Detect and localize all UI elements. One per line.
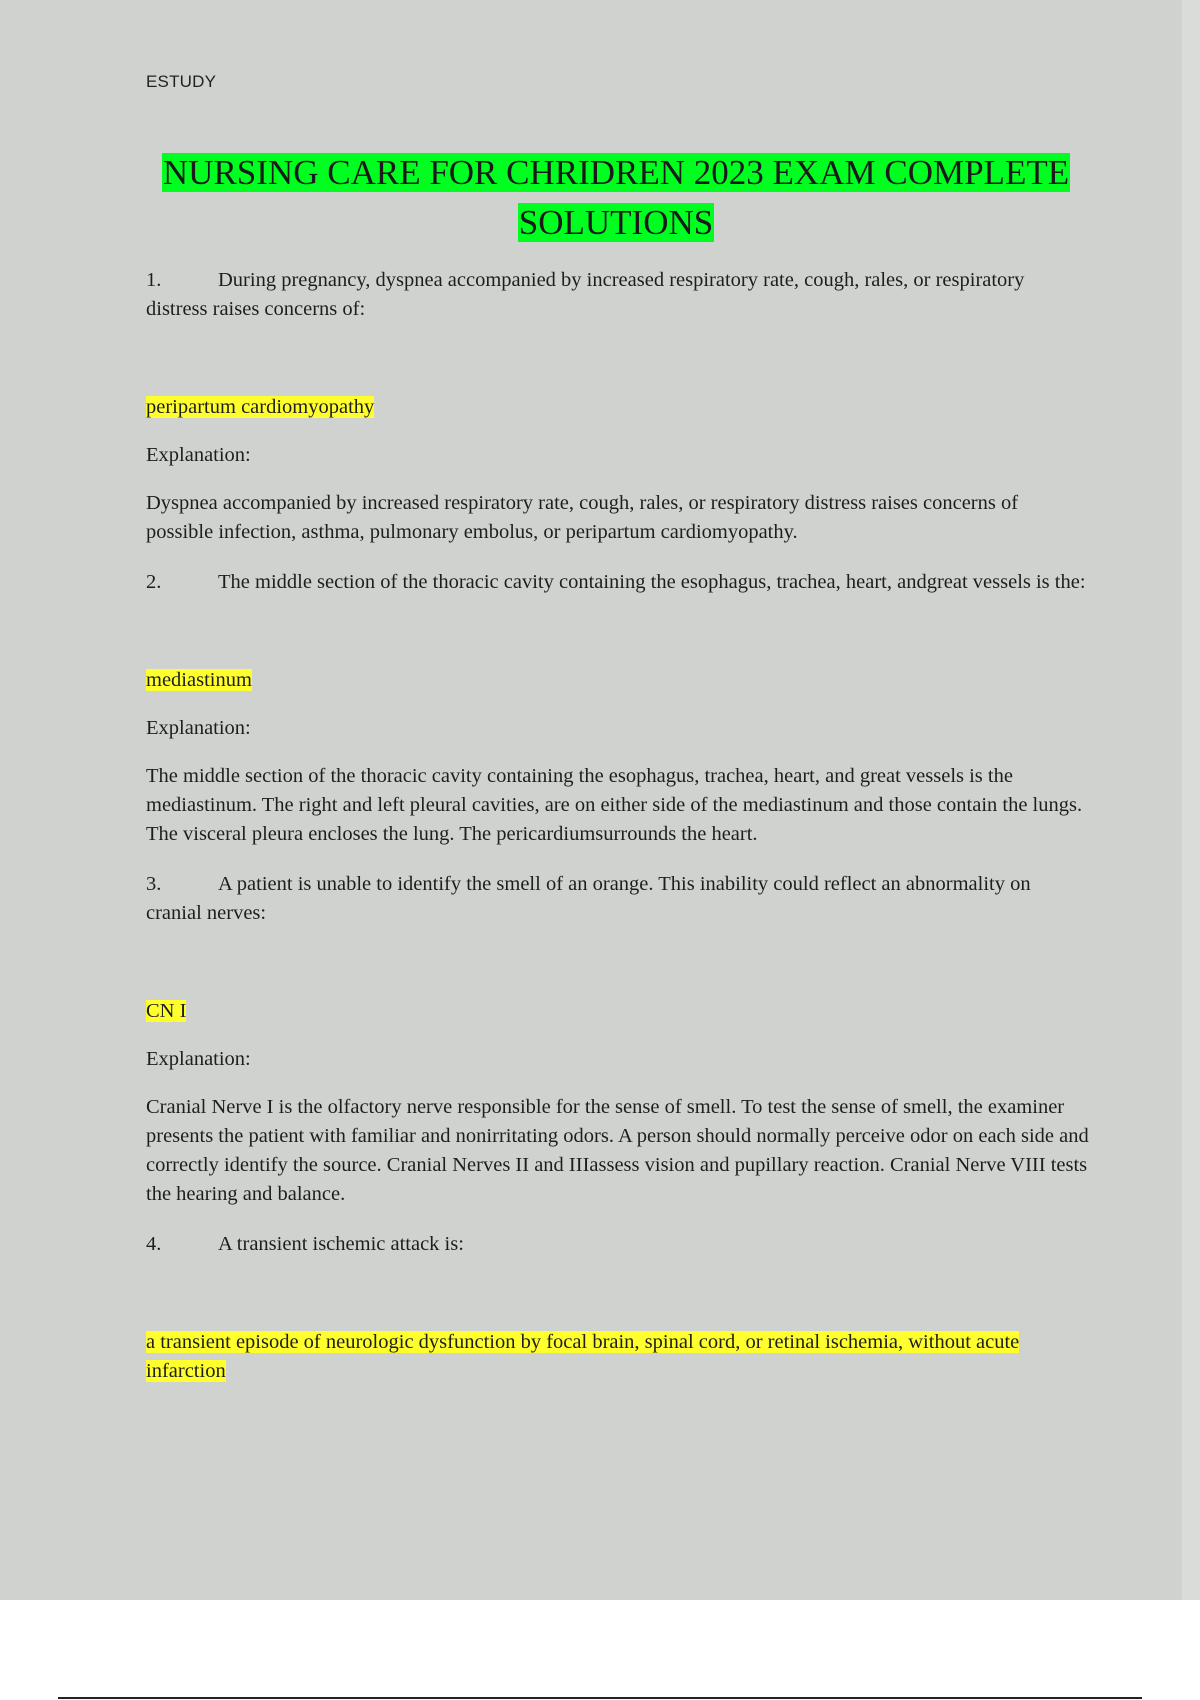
- question-item: [146, 266, 1090, 568]
- question-body: A patient is unable to identify the smell of an orange. This inability could reflect an abnormality on cranial nerves:: [146, 873, 1031, 924]
- question-text: [146, 870, 1090, 928]
- question-text: [146, 1230, 1090, 1259]
- header-label: ESTUDY: [146, 72, 217, 91]
- explanation-text: Dyspnea accompanied by increased respiratory rate, cough, rales, or respiratory distress raises concerns of possible infection, asthma, pulmonary embolus, or peripartum cardiomyopathy.: [146, 492, 1019, 543]
- answer-highlight: CN I: [146, 1000, 187, 1022]
- answer: [146, 393, 1090, 422]
- answer: [146, 997, 1090, 1026]
- question-item: [146, 1230, 1090, 1386]
- question-number: 4.: [146, 1233, 162, 1255]
- explanation-label: Explanation:: [146, 1048, 251, 1070]
- footer-rule: [58, 1697, 1142, 1699]
- page-edge: [1182, 0, 1200, 1600]
- question-number: 1.: [146, 269, 162, 291]
- title-line-1: NURSING CARE FOR CHRIDREN 2023 EXAM COMPLETE: [162, 153, 1070, 192]
- question-body: During pregnancy, dyspnea accompanied by increased respiratory rate, cough, rales, or respiratory distress raises concerns of:: [146, 269, 1025, 320]
- question-body: A transient ischemic attack is:: [218, 1233, 464, 1255]
- explanation-text: The middle section of the thoracic cavity containing the esophagus, trachea, heart, and great vessels is the mediastinum. The right and left pleural cavities, are on either side of the mediastinum and those contain the lungs. The visceral pleura encloses the lung. The pericardiumsurrounds the heart.: [146, 765, 1083, 845]
- question-number: 3.: [146, 873, 162, 895]
- page-footer-area: [0, 1600, 1200, 1700]
- explanation-label: Explanation:: [146, 444, 251, 466]
- question-text: [146, 568, 1090, 597]
- title-line-2: SOLUTIONS: [518, 203, 714, 242]
- answer: [146, 666, 1090, 695]
- question-number: 2.: [146, 571, 162, 593]
- answer-highlight: a transient episode of neurologic dysfunction by focal brain, spinal cord, or retinal ischemia, without acute infarction: [146, 1331, 1020, 1382]
- question-list: [146, 266, 1090, 1386]
- explanation-text: Cranial Nerve I is the olfactory nerve responsible for the sense of smell. To test the sense of smell, the examiner presents the patient with familiar and nonirritating odors. A person should normally perceive odor on each side and correctly identify the source. Cranial Nerves II and IIIassess vision and pupillary reaction. Cranial Nerve VIII tests the hearing and balance.: [146, 1096, 1089, 1205]
- document-title: [140, 148, 1092, 248]
- question-body: The middle section of the thoracic cavity containing the esophagus, trachea, heart, andgreat vessels is the:: [218, 571, 1086, 593]
- question-item: [146, 870, 1090, 1230]
- answer-highlight: peripartum cardiomyopathy: [146, 396, 375, 418]
- question-item: [146, 568, 1090, 870]
- explanation-label: Explanation:: [146, 717, 251, 739]
- answer-highlight: mediastinum: [146, 669, 252, 691]
- answer: [146, 1328, 1090, 1386]
- question-text: [146, 266, 1090, 324]
